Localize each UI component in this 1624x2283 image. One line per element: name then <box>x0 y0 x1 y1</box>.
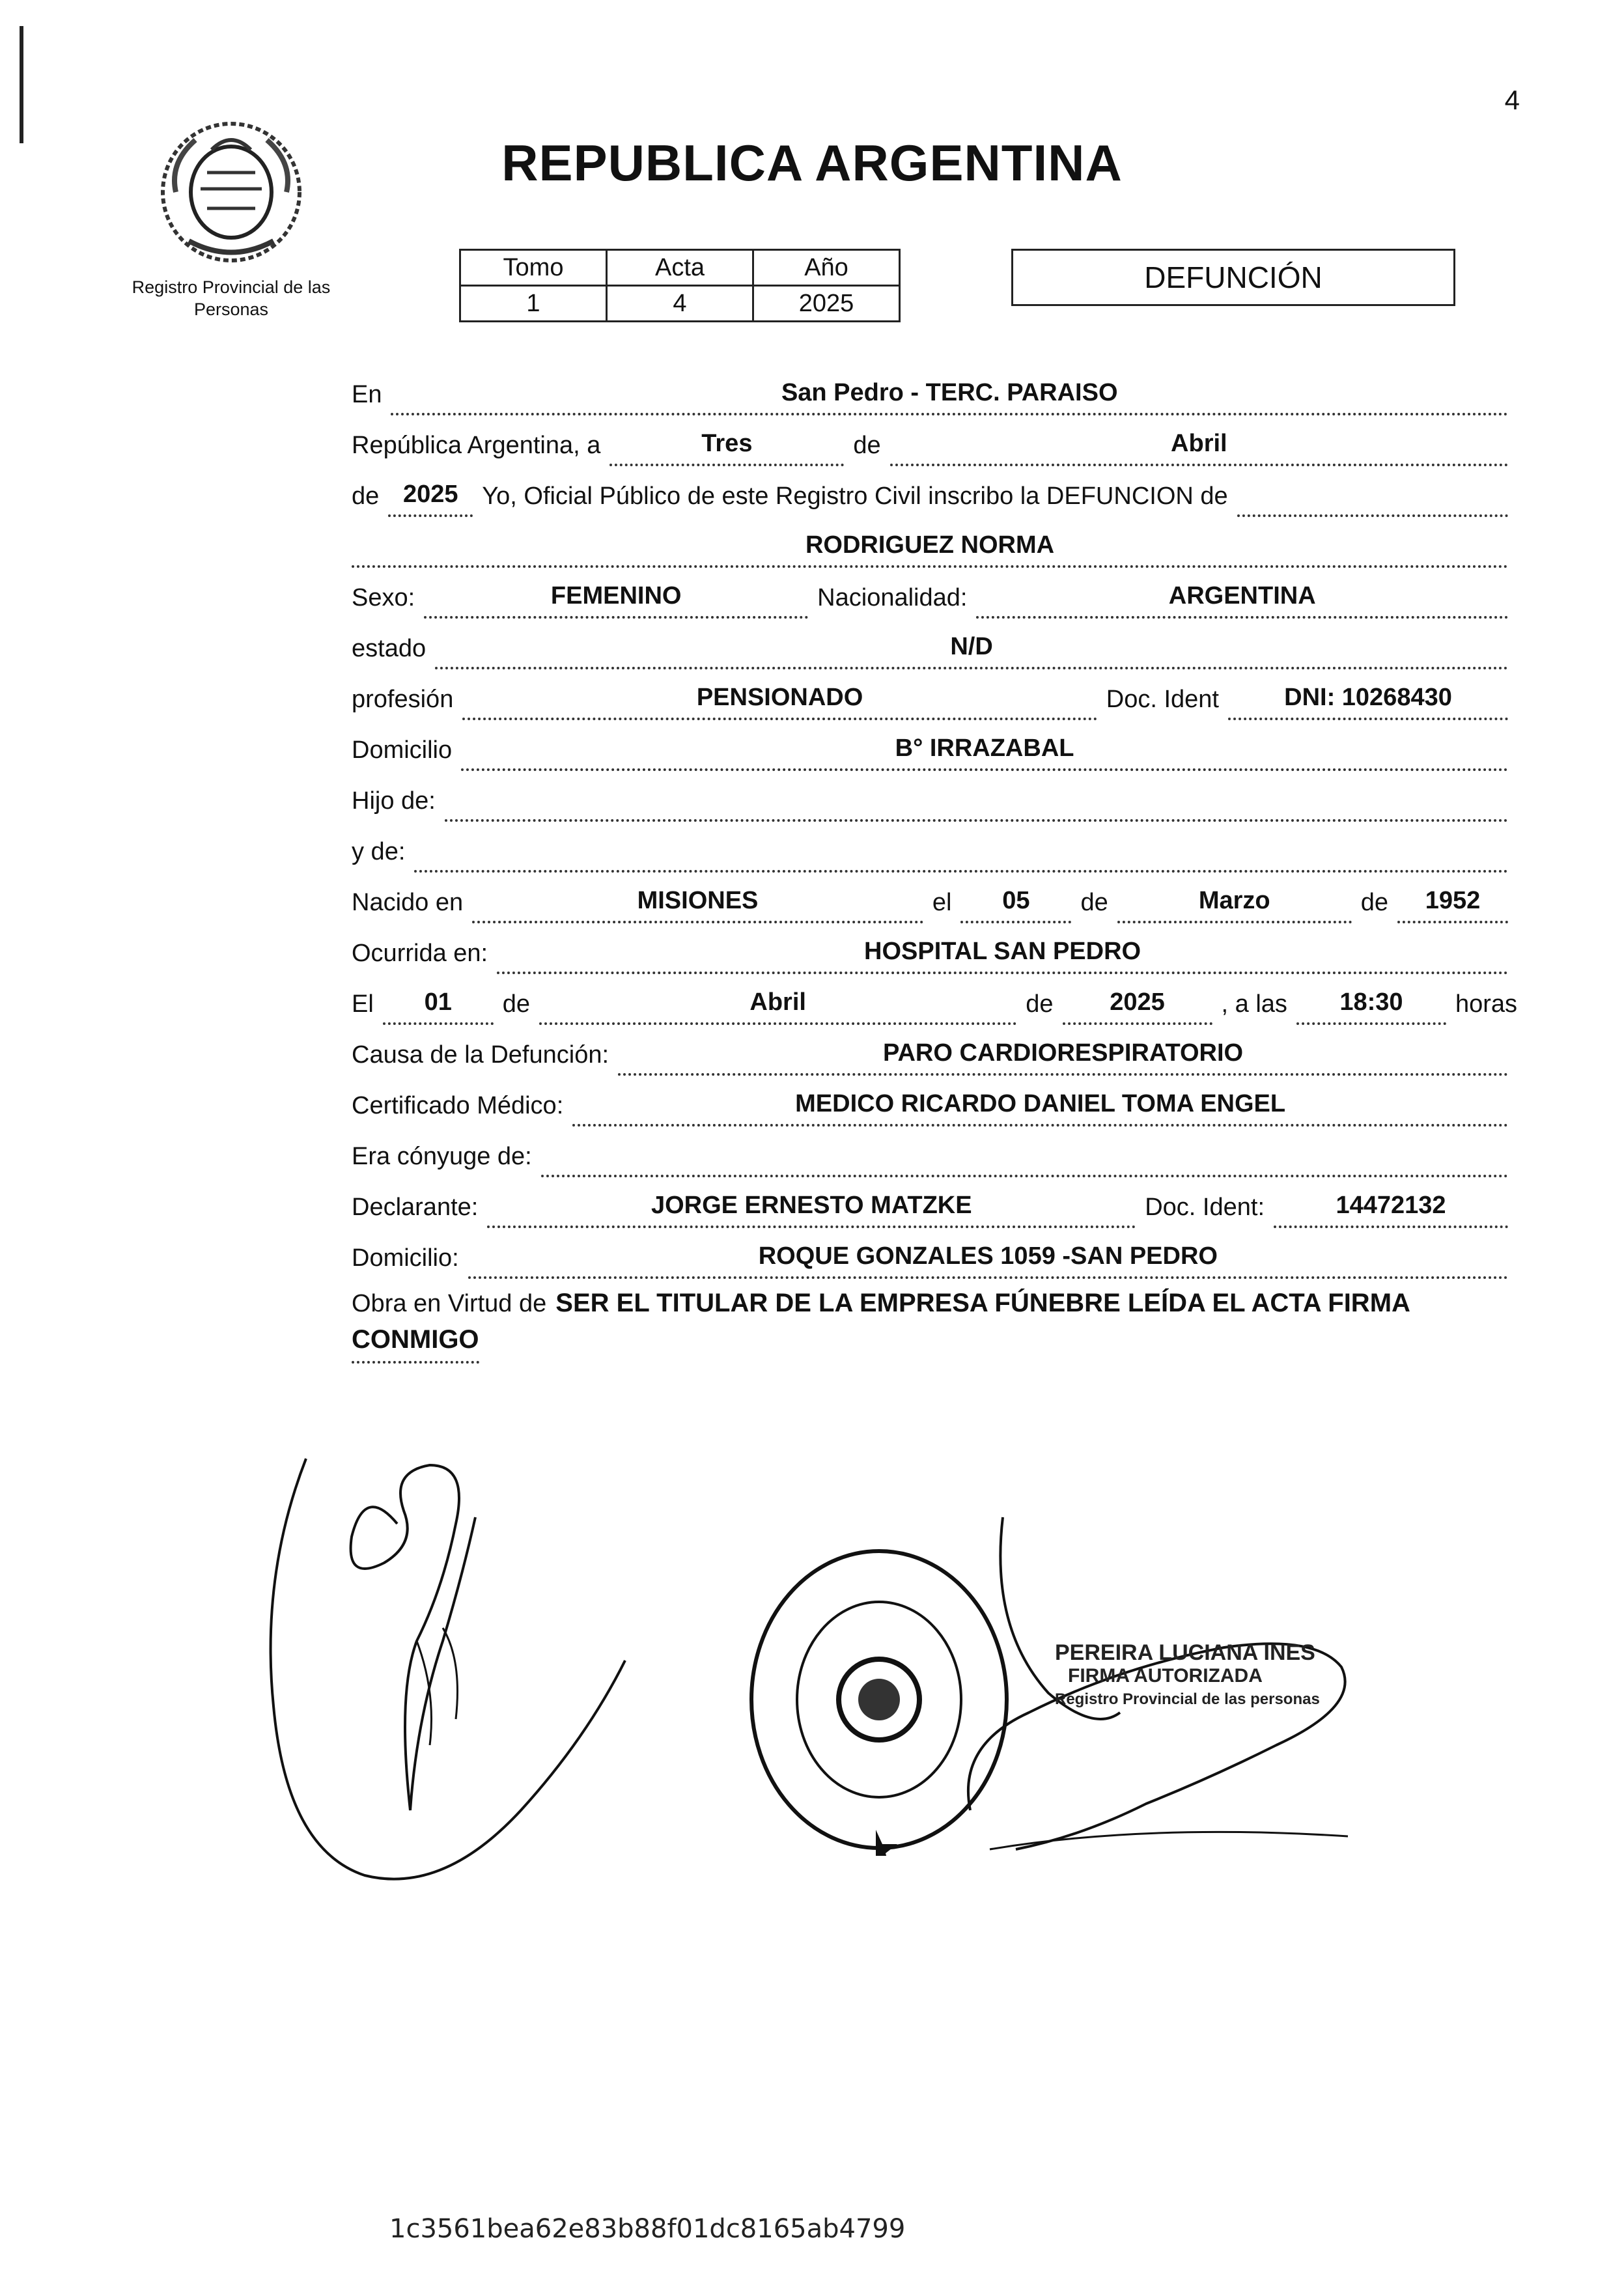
ref-header-tomo: Tomo <box>460 250 607 286</box>
field-dia <box>609 426 844 466</box>
field-sexo <box>424 578 808 619</box>
field-nacionalidad <box>976 578 1508 619</box>
label-domicilio: Domicilio <box>352 736 453 764</box>
label-de: de <box>853 432 881 459</box>
label-profesion: profesión <box>352 686 454 713</box>
field-causa <box>618 1035 1508 1076</box>
row-obra-2 <box>352 1324 1517 1364</box>
page-number: 4 <box>1504 85 1520 115</box>
label-de-anio-defuncion: de <box>1026 990 1054 1018</box>
value-estado: N/D <box>950 633 993 660</box>
label-de-anio: de <box>352 483 380 510</box>
row-y-de <box>352 822 1517 873</box>
label-de-mes: de <box>1080 889 1108 916</box>
row-nacimiento <box>352 873 1517 923</box>
label-nacionalidad: Nacionalidad: <box>817 584 968 611</box>
field-estado <box>435 629 1508 669</box>
value-lugar-nacimiento: MISIONES <box>637 887 759 914</box>
field-domicilio <box>461 731 1508 771</box>
row-certificado <box>352 1076 1517 1127</box>
field-mes-nacimiento <box>1117 883 1352 923</box>
label-declarante: Declarante: <box>352 1194 479 1221</box>
field-domicilio-declarante <box>468 1239 1508 1279</box>
field-lugar-nacimiento <box>472 883 923 923</box>
page-title: REPUBLICA ARGENTINA <box>501 134 1123 191</box>
row-fecha <box>352 415 1517 466</box>
field-profesion <box>462 680 1097 720</box>
ref-header-acta: Acta <box>607 250 753 286</box>
value-certificado: MEDICO RICARDO DANIEL TOMA ENGEL <box>795 1090 1286 1117</box>
death-record-form <box>352 365 1517 1364</box>
value-declarante: JORGE ERNESTO MATZKE <box>651 1192 972 1219</box>
row-causa <box>352 1025 1517 1076</box>
row-profesion <box>352 669 1517 720</box>
label-doc-declarante: Doc. Ident: <box>1145 1194 1265 1221</box>
field-certificado <box>572 1086 1508 1127</box>
label-hijo-de: Hijo de: <box>352 787 436 815</box>
field-mes <box>890 426 1508 466</box>
field-fallecido <box>352 527 1508 568</box>
value-domicilio-declarante: ROQUE GONZALES 1059 -SAN PEDRO <box>758 1242 1218 1270</box>
issuer-name: Registro Provincial de las Personas <box>132 277 331 319</box>
document-hash: 1c3561bea62e83b88f01dc8165ab4799 <box>389 2214 906 2244</box>
label-a-las: , a las <box>1221 990 1287 1018</box>
field-dia-defuncion <box>383 985 494 1025</box>
field-conyuge <box>541 1137 1508 1177</box>
label-causa: Causa de la Defunción: <box>352 1041 609 1069</box>
row-en <box>352 365 1517 415</box>
label-de-anio-nacimiento: de <box>1360 889 1388 916</box>
value-mes: Abril <box>1171 430 1227 457</box>
label-certificado: Certificado Médico: <box>352 1092 564 1119</box>
field-ocurrida <box>497 934 1508 974</box>
value-obra-line2: CONMIGO <box>352 1325 479 1364</box>
label-republica: República Argentina, a <box>352 432 601 459</box>
label-domicilio-declarante: Domicilio: <box>352 1244 459 1272</box>
value-doc-ident: DNI: 10268430 <box>1284 684 1452 711</box>
margin-mark <box>20 26 23 143</box>
row-conyuge <box>352 1127 1517 1177</box>
value-ocurrida: HOSPITAL SAN PEDRO <box>864 938 1141 965</box>
field-y-de <box>414 832 1508 873</box>
reference-header-row <box>460 250 900 286</box>
field-dia-nacimiento <box>960 883 1071 923</box>
label-ocurrida: Ocurrida en: <box>352 940 488 967</box>
authority-office: Registro Provincial de las personas <box>1055 1690 1320 1708</box>
value-en: San Pedro - TERC. PARAISO <box>781 379 1118 406</box>
value-sexo: FEMENINO <box>550 582 682 609</box>
ref-header-anio: Año <box>753 250 900 286</box>
value-anio-nacimiento: 1952 <box>1425 887 1481 914</box>
row-hijo-de <box>352 771 1517 822</box>
authority-name: PEREIRA LUCIANA INES <box>1055 1640 1315 1665</box>
label-conyuge: Era cónyuge de: <box>352 1143 532 1170</box>
value-doc-declarante: 14472132 <box>1336 1192 1446 1219</box>
value-dia: Tres <box>701 430 753 457</box>
field-inscripcion-end <box>1237 477 1508 517</box>
authority-title: FIRMA AUTORIZADA <box>1068 1665 1263 1687</box>
field-declarante <box>487 1188 1136 1228</box>
label-y-de: y de: <box>352 838 406 865</box>
row-domicilio <box>352 720 1517 771</box>
label-estado: estado <box>352 635 427 662</box>
label-sexo: Sexo: <box>352 584 415 611</box>
label-el: el <box>932 889 952 916</box>
value-nacionalidad: ARGENTINA <box>1168 582 1316 609</box>
row-obra <box>352 1279 1517 1324</box>
row-estado <box>352 619 1517 669</box>
row-declarante <box>352 1177 1517 1228</box>
authority-block <box>1055 1641 1320 1711</box>
ref-value-anio: 2025 <box>753 286 900 322</box>
value-dia-defuncion: 01 <box>424 988 452 1016</box>
label-horas: horas <box>1455 990 1517 1018</box>
value-anio-defuncion: 2025 <box>1110 988 1165 1016</box>
inscripcion-text: Yo, Oficial Público de este Registro Civil inscribo la DEFUNCION de <box>482 483 1228 510</box>
field-doc-ident <box>1228 680 1508 720</box>
value-anio: 2025 <box>403 481 458 508</box>
row-ocurrida <box>352 923 1517 974</box>
field-doc-declarante <box>1274 1188 1508 1228</box>
row-inscripcion <box>352 466 1517 517</box>
value-profesion: PENSIONADO <box>696 684 863 711</box>
row-fecha-defuncion <box>352 974 1517 1025</box>
field-mes-defuncion <box>539 985 1016 1025</box>
value-mes-nacimiento: Marzo <box>1198 887 1270 914</box>
label-nacido-en: Nacido en <box>352 889 464 916</box>
label-obra: Obra en Virtud de <box>352 1290 547 1317</box>
declarant-signature <box>247 1446 651 1901</box>
value-mes-defuncion: Abril <box>749 988 806 1016</box>
label-en: En <box>352 381 382 408</box>
field-en <box>391 375 1508 415</box>
value-fallecido: RODRIGUEZ NORMA <box>805 531 1055 559</box>
value-domicilio: B° IRRAZABAL <box>895 735 1074 762</box>
reference-table <box>459 249 901 322</box>
row-sexo <box>352 568 1517 619</box>
field-hora <box>1296 985 1446 1025</box>
row-fallecido <box>352 517 1517 568</box>
label-el-defuncion: El <box>352 990 374 1018</box>
field-anio-nacimiento <box>1397 883 1508 923</box>
field-hijo-de <box>445 781 1508 822</box>
ref-value-tomo: 1 <box>460 286 607 322</box>
label-doc-ident: Doc. Ident <box>1106 686 1219 713</box>
value-causa: PARO CARDIORESPIRATORIO <box>882 1039 1244 1067</box>
label-de-mes-defuncion: de <box>502 990 531 1018</box>
value-dia-nacimiento: 05 <box>1002 887 1030 914</box>
value-hora: 18:30 <box>1339 988 1403 1016</box>
value-obra-line1: SER EL TITULAR DE LA EMPRESA FÚNEBRE LEÍDA EL ACTA FIRMA <box>555 1289 1410 1317</box>
document-type-box: DEFUNCIÓN <box>1011 249 1455 306</box>
row-domicilio-declarante <box>352 1228 1517 1279</box>
field-anio-defuncion <box>1063 985 1212 1025</box>
reference-value-row <box>460 286 900 322</box>
ref-value-acta: 4 <box>607 286 753 322</box>
field-anio <box>388 477 473 517</box>
